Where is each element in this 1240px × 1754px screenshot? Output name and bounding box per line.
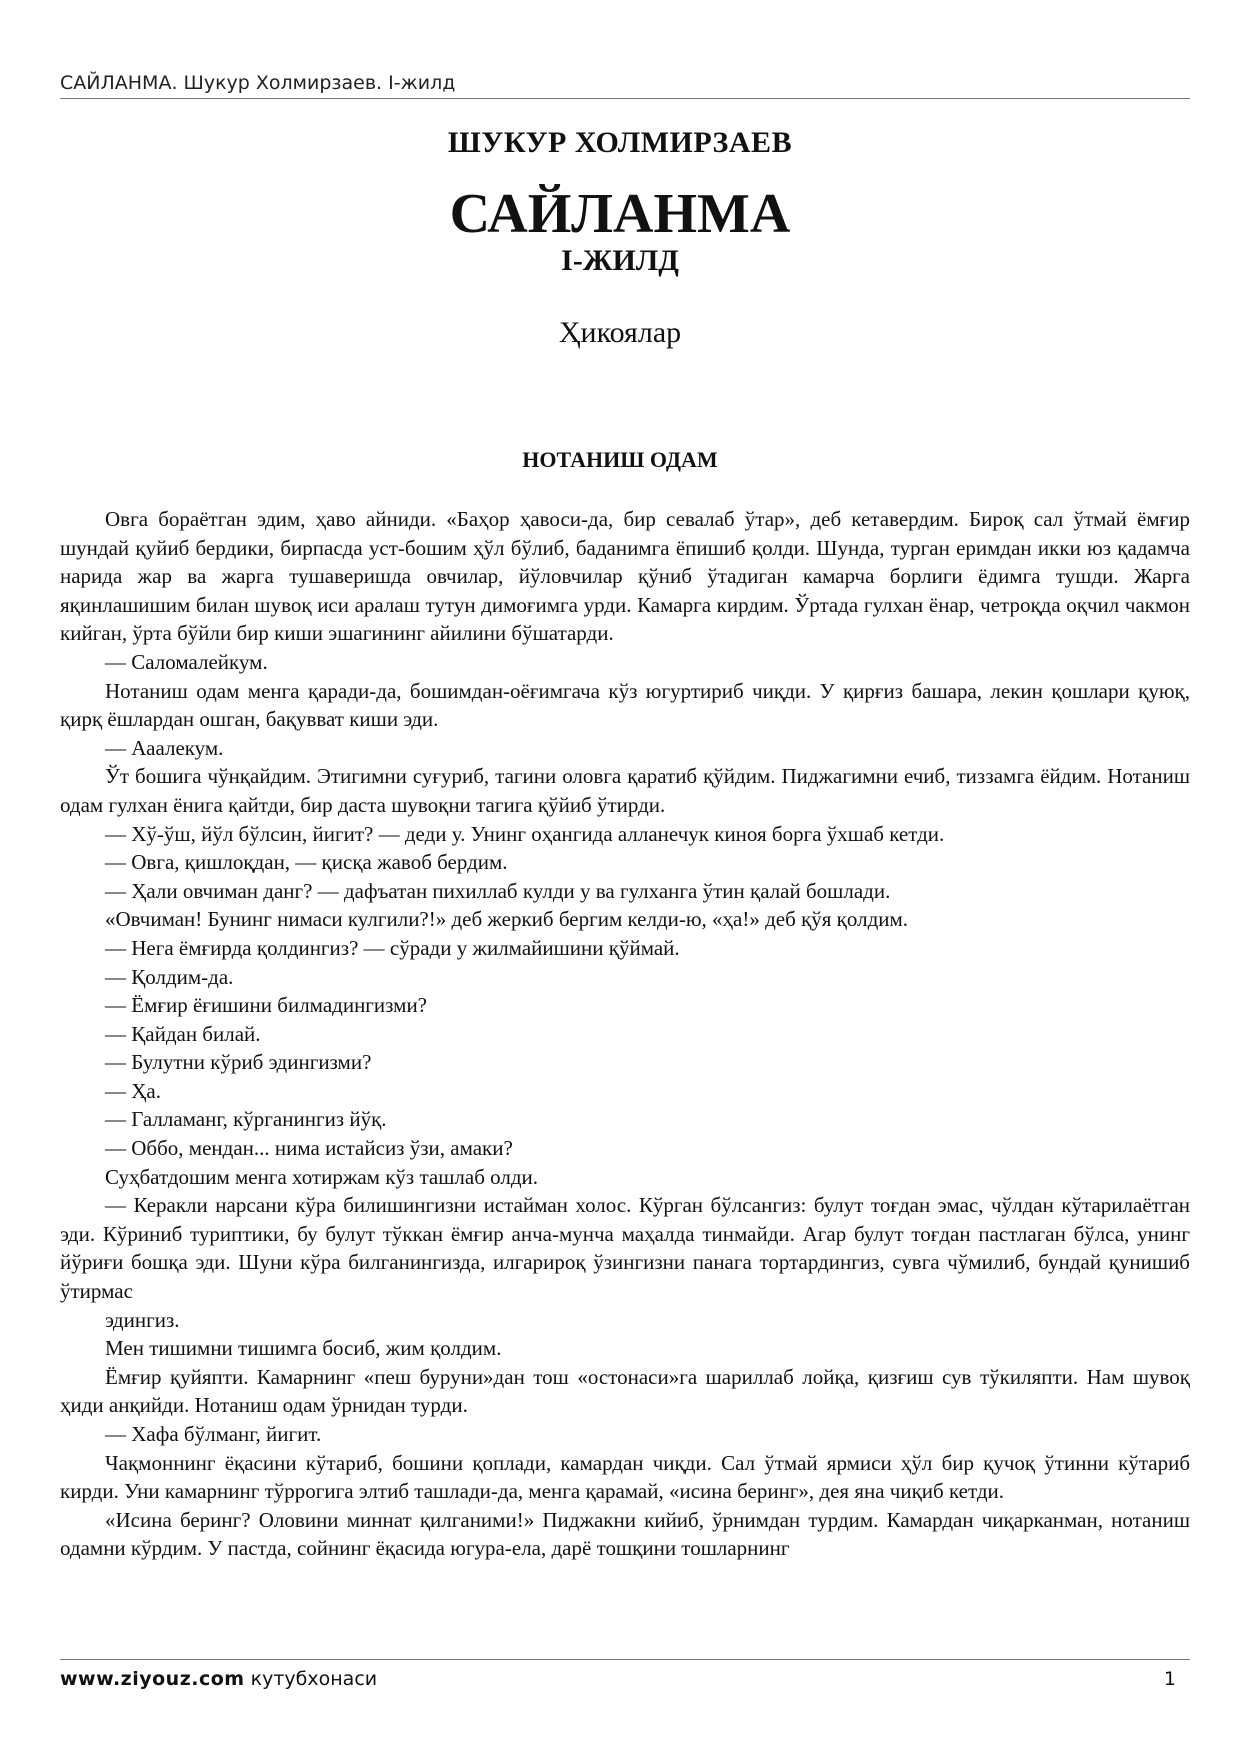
page-number: 1 xyxy=(1163,1668,1176,1690)
paragraph: Нотаниш одам менга қаради-да, бошимдан-оёғимгача кўз югуртириб чиқди. У қирғиз башара, лекин қошлари қуюқ, қирқ ёшлардан ошган, бақувват киши эди. xyxy=(60,678,1190,732)
title-block xyxy=(0,126,1240,350)
paragraph: Чақмоннинг ёқасини кўтариб, бошини қоплади, камардан чиқди. Сал ўтмай ярмиси ҳўл бир қучоқ ўтинни кўтариб кирди. Уни камарнинг тўррогига элтиб ташлади-да, менга қарамай, «исина беринг», дея яна чиқиб кетди. xyxy=(60,1450,1190,1504)
paragraph: — Саломалейкум. xyxy=(105,649,268,674)
paragraph: — Хафа бўлманг, йигит. xyxy=(105,1422,322,1446)
paragraph: — Галламанг, кўрганингиз йўқ. xyxy=(105,1107,387,1132)
paragraph: — Булутни кўриб эдингизми? xyxy=(105,1050,372,1075)
paragraph: Ёмғир қуйяпти. Камарнинг «пеш буруни»дан тош «остонаси»га шариллаб лойқа, қизғиш сув тўкиляпти. Нам шувоқ ҳиди анқийди. Нотаниш одам ўрнидан турди. xyxy=(60,1364,1190,1418)
paragraph: «Исина беринг? Оловини миннат қилганими!» Пиджакни кийиб, ўрнимдан турдим. Камардан чиқарканман, нотаниш одамни кўрдим. У пастда, сойнинг ёқасида югура-ела, дарё тошқини тошларнинг xyxy=(60,1507,1190,1561)
paragraph: — Ҳа. xyxy=(105,1078,161,1103)
volume-label: I-ЖИЛД xyxy=(561,244,679,277)
paragraph: — Нега ёмғирда қолдингиз? — сўради у жилмайишини қўймай. xyxy=(105,935,680,960)
paragraph: — Овга, қишлоқдан, — қисқа жавоб бердим. xyxy=(105,850,508,875)
paragraph: «Овчиман! Бунинг нимаси кулгили?!» деб жеркиб бергим келди-ю, «ҳа!» деб қўя қолдим. xyxy=(105,907,909,932)
paragraph: Ўт бошига чўнқайдим. Этигимни суғуриб, тагини оловга қаратиб қўйдим. Пиджагимни ечиб, тиззамга ёйдим. Нотаниш одам гулхан ёнига қайтди, бир даста шувоқни тагига қўйиб ўтирди. xyxy=(60,764,1190,817)
paragraph: — Қайдан билай. xyxy=(105,1021,261,1046)
footer-divider xyxy=(60,1659,1190,1660)
paragraph: — Қолдим-да. xyxy=(105,964,234,989)
paragraph: — Ёмғир ёғишини билмадингизми? xyxy=(105,993,428,1018)
book-title: САЙЛАНМА xyxy=(449,183,791,245)
genre-label: Ҳикоялар xyxy=(558,316,682,349)
paragraph: эдингиз. xyxy=(105,1307,180,1332)
running-header: САЙЛАНМА. Шукур Холмирзаев. I-жилд xyxy=(60,72,1190,99)
paragraph: — Оббо, мендан... нима истайсиз ўзи, амаки? xyxy=(105,1136,513,1161)
story-body xyxy=(60,505,1190,1563)
page-footer xyxy=(60,1668,1190,1690)
footer-library-label: кутубхонаси xyxy=(250,1668,378,1690)
paragraph: Суҳбатдошим менга хотиржам кўз ташлаб олди. xyxy=(105,1164,539,1189)
paragraph: — Ааалекум. xyxy=(105,735,224,760)
paragraph: — Хў-ўш, йўл бўлсин, йигит? — деди у. Унинг оҳангида алланечук киноя борга ўхшаб кетди. xyxy=(105,821,945,846)
author-name: ШУКУР ХОЛМИРЗАЕВ xyxy=(447,126,793,159)
paragraph: Мен тишимни тишимга босиб, жим қолдим. xyxy=(105,1336,502,1361)
footer-site-link[interactable]: www.ziyouz.com xyxy=(60,1668,245,1690)
paragraph: — Ҳали овчиман данг? — дафъатан пихиллаб кулди у ва гулханга ўтин қалай бошлади. xyxy=(105,878,891,903)
paragraph: — Керакли нарсани кўра билишингизни истайман холос. Кўрган бўлсангиз: булут тоғдан эмас, чўлдан кўтарилаётган эди. Кўриниб туриптики, бу булут тўккан ёмғир анча-мунча маҳалда тинмайди. Агар булут тоғдан пастлаган бўлса, унинг йўриғи бошқа эди. Шуни кўра билганингизда, илгарироқ ўзингизни панага тортардингиз, сувга чўмилиб, бундай қунишиб ўтирмас xyxy=(60,1193,1190,1304)
story-title: НОТАНИШ ОДАМ xyxy=(522,447,718,472)
paragraph: Овга бораётган эдим, ҳаво айниди. «Баҳор ҳавоси-да, бир севалаб ўтар», деб кетавердим. Бироқ сал ўтмай ёмғир шундай қуйиб бердики, бирпасда уст-бошим ҳўл бўлиб, баданимга ёпишиб қолди. Шунда, турган еримдан икки юз қадамча нарида жар ва жарга тушаверишда овчилар, йўловчилар қўниб ўтадиган камарча борлиги ёдимга тушди. Жарга яқинлашишим билан шувоқ иси аралаш тутун димоғимга урди. Камарга кирдим. Ўртада гулхан ёнар, четроқда оқчил чакмон кийган, ўрта бўйли бир киши эшагининг айилини бўшатарди. xyxy=(60,507,1190,646)
